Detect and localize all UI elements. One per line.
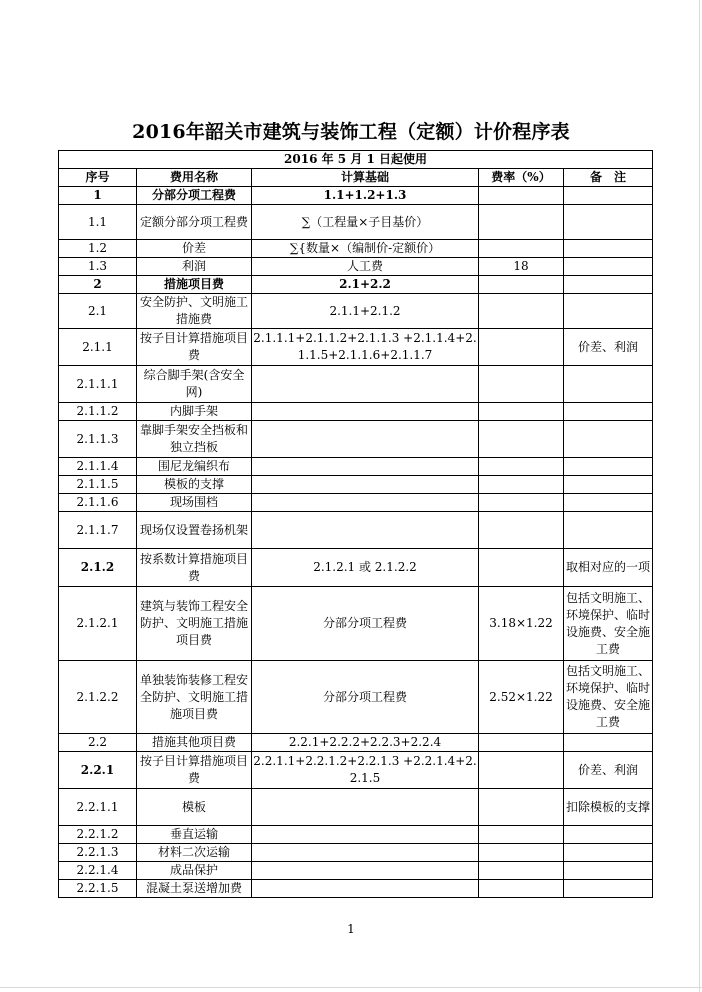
table-row [59,329,653,366]
page-edge-bottom [0,987,702,988]
row-calc-basis [252,458,479,476]
row-calc-basis [252,880,479,898]
row-number: 2.2.1.1 [59,789,137,826]
row-rate [479,880,564,898]
row-fee-name: 按系数计算措施项目费 [137,549,252,587]
row-calc-basis: 1.1+1.2+1.3 [252,187,479,205]
table-row [59,421,653,458]
row-fee-name: 措施项目费 [137,276,252,294]
row-calc-basis: 2.2.1.1+2.2.1.2+2.2.1.3 +2.2.1.4+2.2.1.5 [252,752,479,789]
row-note [564,205,653,240]
row-calc-basis: 分部分项工程费 [252,587,479,661]
row-note [564,403,653,421]
row-calc-basis: 2.1.1+2.1.2 [252,294,479,329]
row-note [564,276,653,294]
row-fee-name: 建筑与装饰工程安全防护、文明施工措施项目费 [137,587,252,661]
row-number: 2.1 [59,294,137,329]
row-number: 2.2.1.2 [59,826,137,844]
table-row [59,826,653,844]
row-fee-name: 垂直运输 [137,826,252,844]
row-note [564,458,653,476]
row-rate: 18 [479,258,564,276]
row-rate [479,421,564,458]
table-subtitle: 2016 年 5 月 1 日起使用 [59,151,653,169]
row-calc-basis [252,512,479,549]
row-fee-name: 靠脚手架安全挡板和独立挡板 [137,421,252,458]
row-calc-basis [252,366,479,403]
table-row [59,880,653,898]
table-row [59,458,653,476]
row-number: 2.1.1.2 [59,403,137,421]
row-fee-name: 模板的支撑 [137,476,252,494]
row-fee-name: 按子目计算措施项目费 [137,329,252,366]
row-rate [479,403,564,421]
row-number: 2.1.1.1 [59,366,137,403]
row-rate [479,187,564,205]
row-number: 2.1.1.4 [59,458,137,476]
table-row [59,276,653,294]
table-row [59,734,653,752]
row-rate [479,826,564,844]
header-note: 备 注 [564,169,653,187]
row-rate [479,458,564,476]
row-note: 包括文明施工、环境保护、临时设施费、安全施工费 [564,587,653,661]
row-rate [479,476,564,494]
row-rate [479,329,564,366]
row-fee-name: 模板 [137,789,252,826]
document-title: 2016年韶关市建筑与装饰工程（定额）计价程序表 [132,121,570,143]
pricing-procedure-table [58,150,653,898]
row-calc-basis [252,494,479,512]
row-note: 包括文明施工、环境保护、临时设施费、安全施工费 [564,661,653,734]
row-fee-name: 按子目计算措施项目费 [137,752,252,789]
table-row [59,494,653,512]
row-calc-basis [252,476,479,494]
table-row [59,661,653,734]
row-rate: 3.18×1.22 [479,587,564,661]
row-calc-basis [252,403,479,421]
row-calc-basis: 2.1+2.2 [252,276,479,294]
row-note [564,512,653,549]
row-calc-basis [252,789,479,826]
row-rate [479,205,564,240]
row-number: 1.2 [59,240,137,258]
row-fee-name: 综合脚手架(含安全网) [137,366,252,403]
row-number: 2 [59,276,137,294]
row-number: 2.1.1.5 [59,476,137,494]
row-calc-basis [252,826,479,844]
row-calc-basis: ∑（工程量×子目基价） [252,205,479,240]
table-row [59,294,653,329]
row-number: 2.1.2.2 [59,661,137,734]
table-row [59,403,653,421]
row-fee-name: 定额分部分项工程费 [137,205,252,240]
table-row [59,587,653,661]
row-note [564,258,653,276]
row-rate [479,752,564,789]
row-rate [479,494,564,512]
row-note: 取相对应的一项 [564,549,653,587]
row-note [564,826,653,844]
row-rate [479,512,564,549]
row-fee-name: 单独装饰装修工程安全防护、文明施工措施项目费 [137,661,252,734]
row-calc-basis: 2.1.1.1+2.1.1.2+2.1.1.3 +2.1.1.4+2.1.1.5+2.1.1.6+2.1.1.7 [252,329,479,366]
row-calc-basis [252,844,479,862]
row-fee-name: 内脚手架 [137,403,252,421]
table-row [59,240,653,258]
page-number: 1 [347,922,355,936]
row-fee-name: 安全防护、文明施工措施费 [137,294,252,329]
table-row [59,205,653,240]
row-fee-name: 成品保护 [137,862,252,880]
table-row [59,187,653,205]
header-no: 序号 [59,169,137,187]
row-note [564,494,653,512]
table-row [59,752,653,789]
row-number: 2.1.1.3 [59,421,137,458]
row-fee-name: 价差 [137,240,252,258]
row-number: 1.3 [59,258,137,276]
table-row [59,844,653,862]
row-number: 2.2 [59,734,137,752]
row-number: 1.1 [59,205,137,240]
row-note: 价差、利润 [564,752,653,789]
row-calc-basis [252,421,479,458]
row-note [564,240,653,258]
row-note [564,734,653,752]
header-name: 费用名称 [137,169,252,187]
row-rate [479,276,564,294]
row-note [564,294,653,329]
row-note [564,421,653,458]
row-calc-basis: 人工费 [252,258,479,276]
row-rate [479,789,564,826]
table-row [59,549,653,587]
row-fee-name: 混凝土泵送增加费 [137,880,252,898]
row-calc-basis: 分部分项工程费 [252,661,479,734]
row-number: 1 [59,187,137,205]
row-rate [479,734,564,752]
row-fee-name: 现场围档 [137,494,252,512]
row-note [564,476,653,494]
table-row [59,476,653,494]
row-fee-name: 利润 [137,258,252,276]
row-number: 2.1.2.1 [59,587,137,661]
row-rate [479,862,564,880]
row-note [564,844,653,862]
table-row [59,512,653,549]
header-rate: 费率（%） [479,169,564,187]
row-number: 2.2.1.3 [59,844,137,862]
page-edge-right [699,0,700,992]
row-number: 2.2.1.5 [59,880,137,898]
row-calc-basis: 2.1.2.1 或 2.1.2.2 [252,549,479,587]
row-number: 2.1.1.7 [59,512,137,549]
header-basis: 计算基础 [252,169,479,187]
row-rate [479,240,564,258]
row-fee-name: 分部分项工程费 [137,187,252,205]
row-fee-name: 围尼龙编织布 [137,458,252,476]
row-number: 2.2.1 [59,752,137,789]
row-number: 2.2.1.4 [59,862,137,880]
row-fee-name: 材料二次运输 [137,844,252,862]
row-rate [479,844,564,862]
row-rate: 2.52×1.22 [479,661,564,734]
row-fee-name: 现场仅设置卷扬机架 [137,512,252,549]
row-note [564,880,653,898]
row-calc-basis: 2.2.1+2.2.2+2.2.3+2.2.4 [252,734,479,752]
row-calc-basis [252,862,479,880]
row-calc-basis: ∑{数量×（编制价-定额价） [252,240,479,258]
row-note [564,366,653,403]
row-note: 扣除模板的支撑 [564,789,653,826]
table-row [59,366,653,403]
row-number: 2.1.1 [59,329,137,366]
table-row [59,258,653,276]
row-fee-name: 措施其他项目费 [137,734,252,752]
row-note: 价差、利润 [564,329,653,366]
table-row [59,789,653,826]
row-rate [479,549,564,587]
row-note [564,862,653,880]
row-rate [479,294,564,329]
row-number: 2.1.1.6 [59,494,137,512]
row-number: 2.1.2 [59,549,137,587]
table-row [59,862,653,880]
row-rate [479,366,564,403]
row-note [564,187,653,205]
